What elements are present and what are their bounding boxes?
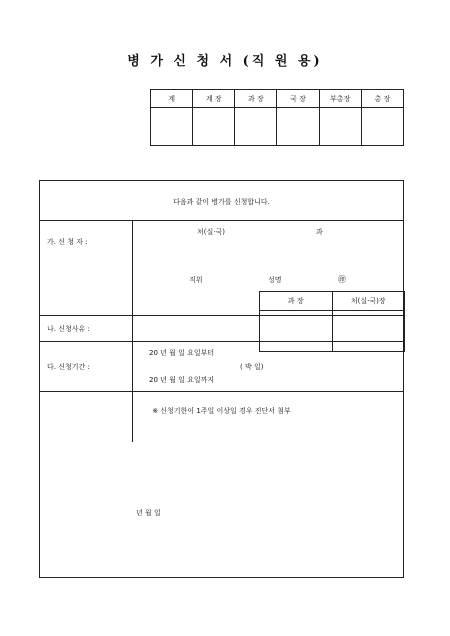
period-nights-field[interactable]: ( 박 일) (240, 363, 264, 371)
application-form (39, 180, 404, 578)
divider (40, 391, 403, 392)
applicant-label: 가. 신 청 자 : (47, 238, 88, 246)
period-label: 다. 신청기간 : (47, 363, 90, 371)
form-intro: 다음과 같이 병가를 신청합니다. (173, 198, 270, 206)
approval-header-director: 국 장 (277, 90, 319, 108)
dept-office-field[interactable]: 처(실·국) (197, 228, 225, 236)
approval-table (150, 89, 404, 146)
approval-sign-cell[interactable] (277, 108, 319, 146)
approval-sign-cell[interactable] (235, 108, 277, 146)
approval-header-chief: 계 장 (193, 90, 235, 108)
dept-section-field[interactable]: 과 (316, 228, 323, 236)
period-from-field[interactable]: 20 년 월 일 요일부터 (149, 349, 215, 357)
name-field[interactable]: 성명 (268, 276, 282, 284)
submission-date-field[interactable]: 년 월 일 (136, 509, 161, 517)
signoff-sign-cell[interactable] (332, 311, 405, 352)
signoff-sign-cell[interactable] (260, 311, 333, 352)
approval-header-president: 총 장 (361, 90, 403, 108)
document-title: 병 가 신 청 서 (직 원 용) (127, 54, 323, 69)
signoff-header-office-director: 처(실·국)장 (332, 292, 405, 311)
approval-sign-cell[interactable] (151, 108, 193, 146)
attachment-note: ※ 신청기한이 1주일 이상일 경우 진단서 첨부 (152, 407, 291, 415)
approval-header-staff: 계 (151, 90, 193, 108)
period-to-field[interactable]: 20 년 월 일 요일까지 (149, 376, 215, 384)
seal-mark: ㊞ (338, 275, 346, 284)
approval-sign-cell[interactable] (361, 108, 403, 146)
approval-sign-cell[interactable] (193, 108, 235, 146)
approval-sign-cell[interactable] (319, 108, 361, 146)
signoff-table (259, 291, 405, 352)
signoff-header-section-head: 과 장 (260, 292, 333, 311)
position-field[interactable]: 직위 (189, 276, 203, 284)
divider (40, 220, 403, 221)
reason-label: 나. 신청사유 : (47, 325, 90, 333)
approval-header-section-head: 과 장 (235, 90, 277, 108)
approval-header-vice-president: 부총장 (319, 90, 361, 108)
